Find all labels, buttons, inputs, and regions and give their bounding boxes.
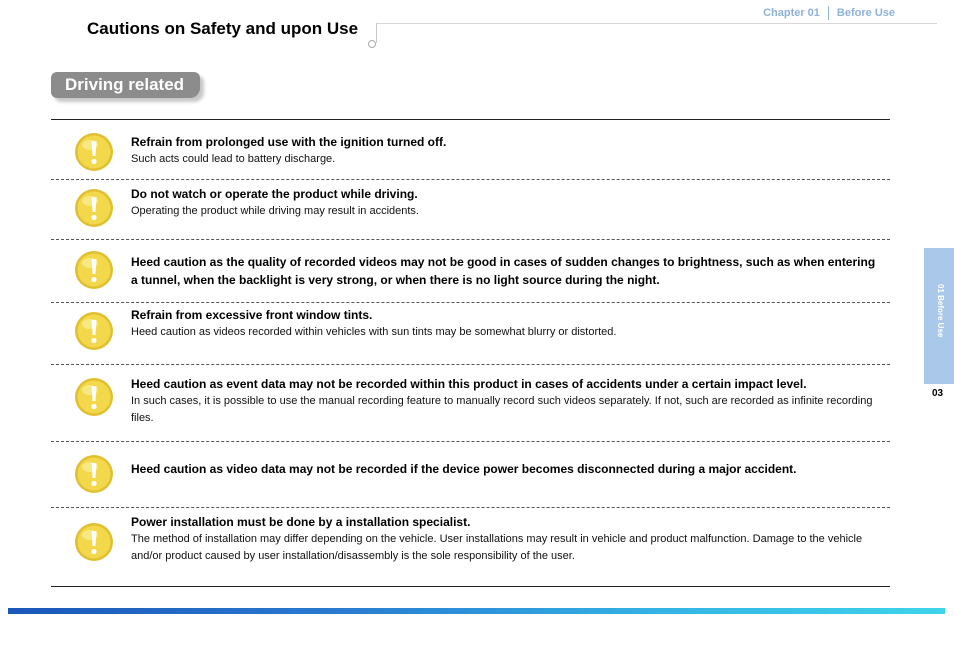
divider bbox=[51, 302, 890, 303]
item-title: Heed caution as the quality of recorded videos may not be good in cases of sudden changes to brightness, such as when entering a tunnel, when the backlight is very strong, or when there is no light source during the night. bbox=[131, 255, 876, 287]
chapter-side-tab bbox=[924, 248, 954, 384]
warning-icon bbox=[74, 132, 114, 172]
section-tab-driving-related: Driving related bbox=[51, 72, 200, 98]
divider bbox=[51, 179, 890, 180]
header-ring-decoration bbox=[368, 40, 376, 48]
header-separator bbox=[828, 6, 829, 20]
item-title: Refrain from prolonged use with the ignition turned off. bbox=[131, 135, 447, 149]
list-item bbox=[131, 253, 876, 289]
item-title: Power installation must be done by a installation specialist. bbox=[131, 515, 471, 529]
item-title: Refrain from excessive front window tints. bbox=[131, 308, 373, 322]
warning-icon bbox=[74, 454, 114, 494]
list-item bbox=[131, 513, 876, 565]
warning-icon bbox=[74, 522, 114, 562]
page-title: Cautions on Safety and upon Use bbox=[87, 19, 359, 38]
item-body: Operating the product while driving may result in accidents. bbox=[131, 205, 419, 217]
divider bbox=[51, 441, 890, 442]
divider bbox=[51, 364, 890, 365]
list-item bbox=[131, 375, 876, 427]
divider bbox=[51, 239, 890, 240]
warning-icon bbox=[74, 311, 114, 351]
list-item bbox=[131, 306, 876, 341]
list-top-rule bbox=[51, 119, 890, 120]
item-body: In such cases, it is possible to use the manual recording feature to manually record such videos separately. If not, such are recorded as infinite recording files. bbox=[131, 395, 873, 424]
item-body: Such acts could lead to battery discharge. bbox=[131, 153, 336, 165]
footer-gradient-bar bbox=[8, 608, 945, 614]
page-number: 03 bbox=[932, 388, 944, 399]
warning-icon bbox=[74, 188, 114, 228]
list-item bbox=[131, 133, 876, 168]
warning-icon bbox=[74, 250, 114, 290]
list-item bbox=[131, 460, 876, 478]
header-rule-vertical bbox=[376, 23, 377, 43]
item-body: Heed caution as videos recorded within vehicles with sun tints may be somewhat blurry or distorted. bbox=[131, 326, 617, 338]
header-rule bbox=[376, 23, 937, 24]
item-title: Heed caution as video data may not be recorded if the device power becomes disconnected during a major accident. bbox=[131, 462, 797, 476]
divider bbox=[51, 507, 890, 508]
chapter-label: Chapter 01 bbox=[763, 7, 820, 19]
chapter-header bbox=[763, 6, 895, 20]
warning-icon bbox=[74, 377, 114, 417]
section-label: Before Use bbox=[836, 7, 895, 19]
list-bottom-rule bbox=[51, 586, 890, 587]
item-title: Heed caution as event data may not be recorded within this product in cases of accidents under a certain impact level. bbox=[131, 377, 807, 391]
item-title: Do not watch or operate the product while driving. bbox=[131, 187, 418, 201]
side-tab-label: 01 Before Use bbox=[936, 284, 945, 338]
list-item bbox=[131, 185, 876, 220]
item-body: The method of installation may differ depending on the vehicle. User installations may result in vehicle and product malfunction. Damage to the vehicle and/or product caused by user installation/disassembly is the sole responsibility of the user. bbox=[131, 533, 863, 562]
